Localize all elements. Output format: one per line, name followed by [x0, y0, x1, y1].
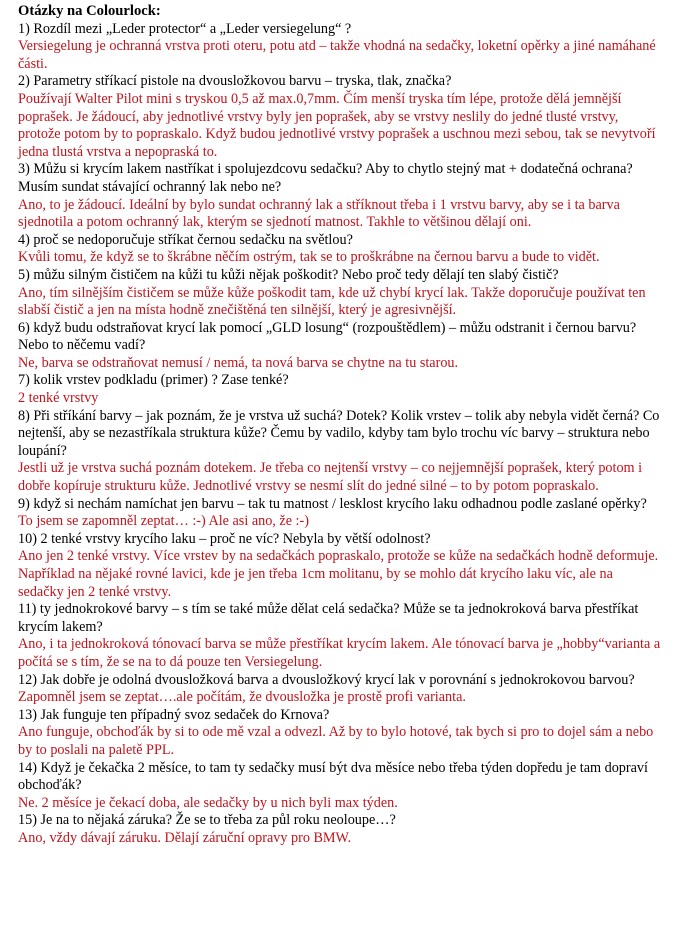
question-4: 4) proč se nedoporučuje stříkat černou sedačku na světlou?: [18, 231, 353, 248]
question-2: 2) Parametry stříkací pistole na dvousložkovou barvu – tryska, tlak, značka?: [18, 73, 452, 90]
answer-15: Ano, vždy dávají záruku. Dělají záruční opravy pro BMW.: [18, 829, 352, 846]
question-13: 13) Jak funguje ten případný svoz sedaček do Krnova?: [18, 706, 330, 723]
answer-8: Jestli už je vrstva suchá poznám dotekem. Je třeba co nejtenší vrstvy – co nejjemnější poprašek, který potom i dobře kopíruje strukturu kůže. Jednotlivé vrstvy se nesmí slít do jedné silné – to by potom popraskalo.: [18, 460, 643, 495]
answer-6: Ne, barva se odstraňovat nemusí / nemá, ta nová barva se chytne na tu starou.: [18, 354, 459, 371]
question-8: 8) Při stříkání barvy – jak poznám, že je vrstva už suchá? Dotek? Kolik vrstev – tolik aby nebyla vidět černá? Co nejtenší, aby se nezastříkala struktura kůže? Čemu by vadilo, kdyby tam bylo trochu víc barvy – struktura nebo loupání?: [18, 407, 660, 459]
question-6: 6) když budu odstraňovat krycí lak pomocí „GLD losung“ (rozpouštědlem) – můžu odstranit i černou barvu? Nebo to něčemu vadí?: [18, 319, 637, 354]
question-12: 12) Jak dobře je odolná dvousložková barva a dvousložkový krycí lak v porovnání s jednokrokovou barvou?: [18, 671, 635, 688]
question-3: 3) Můžu si krycím lakem nastříkat i spolujezdcovu sedačku? Aby to chytlo stejný mat + dodatečná ochrana? Musím sundat stávající ochranný lak nebo ne?: [18, 161, 633, 195]
answer-9: To jsem se zapomněl zeptat… :-) Ale asi ano, že :-): [18, 513, 309, 530]
answer-2: Používají Walter Pilot mini s tryskou 0,5 až max.0,7mm. Čím menší tryska tím lépe, protože dělá jemnější poprašek. Je žádoucí, aby jednotlivé vrstvy byly jen poprašek, aby se vrstvy neslily do jedné tlusté vrstvy, protože potom by to popraskalo. Když budou jednotlivé vrstvy poprašek a uschnou mezi sebou, tak se nevytvoří jedna tlustá vrstva a nepopraská to.: [18, 90, 656, 160]
answer-10: Ano jen 2 tenké vrstvy. Více vrstev by na sedačkách popraskalo, protože se kůže na sedačkách hodně deformuje. Například na nějaké rovné lavici, kde je jen třeba 1cm molitanu, by se mohlo dát krycího laku víc, ale na sedačky jen 2 tenké vrstvy.: [18, 548, 659, 600]
question-7: 7) kolik vrstev podkladu (primer) ? Zase tenké?: [18, 372, 289, 389]
answer-5: Ano, tím silnějším čističem se může kůže poškodit tam, kde už chybí krycí lak. Takže doporučuje používat ten slabší čistič a jen na místa hodně znečištěná ten silnější, který je agresivnější.: [18, 284, 646, 319]
question-11: 11) ty jednokrokové barvy – s tím se také může dělat celá sedačka? Může se ta jednokroková barva přestříkat krycím lakem?: [18, 601, 639, 635]
answer-1: Versiegelung je ochranná vrstva proti oteru, potu atd – takže vhodná na sedačky, loketní opěrky a jiné namáhané části.: [18, 38, 656, 72]
question-14: 14) Když je čekačka 2 měsíce, to tam ty sedačky musí být dva měsíce nebo třeba týden dopředu je tam dopraví obchoďák?: [18, 759, 648, 794]
answer-4: Kvůli tomu, že když se to škrábne něčím ostrým, tak se to proškrábne na černou barvu a bude to vidět.: [18, 249, 600, 266]
question-5: 5) můžu silným čističem na kůži tu kůži nějak poškodit? Nebo proč tedy dělají ten slabý čistič?: [18, 266, 559, 283]
answer-11: Ano, i ta jednokroková tónovací barva se může přestříkat krycím lakem. Ale tónovací barva je „hobby“varianta a počítá se s tím, že se na to dá pouze ten Versiegelung.: [18, 636, 661, 670]
question-15: 15) Je na to nějaká záruka? Že se to třeba za půl roku neoloupe…?: [18, 812, 396, 829]
answer-13: Ano funguje, obchoďák by si to ode mě vzal a odvezl. Až by to bylo hotové, tak bych si pro to dojel sám a nebo by to poslali na paletě PPL.: [18, 724, 654, 758]
document-title: Otázky na Colourlock:: [18, 3, 161, 19]
answer-14: Ne. 2 měsíce je čekací doba, ale sedačky by u nich byli max týden.: [18, 794, 398, 811]
answer-3: Ano, to je žádoucí. Ideální by bylo sundat ochranný lak a stříknout třeba i 1 vrstvu barvy, aby se i ta barva sjednotila a potom ochranný lak, kterým se sjednotí matnost. Takhle to většinou dělají oni.: [18, 196, 620, 231]
answer-12: Zapomněl jsem se zeptat….ale počítám, že dvousložka je prostě profi varianta.: [18, 689, 466, 706]
question-1: 1) Rozdíl mezi „Leder protector“ a „Leder versiegelung“ ?: [18, 20, 352, 37]
question-10: 10) 2 tenké vrstvy krycího laku – proč ne víc? Nebyla by větší odolnost?: [18, 530, 431, 547]
question-9: 9) když si nechám namíchat jen barvu – tak tu matnost / lesklost krycího laku odhadnou podle zaslané opěrky?: [18, 495, 647, 512]
answer-7: 2 tenké vrstvy: [18, 390, 99, 407]
